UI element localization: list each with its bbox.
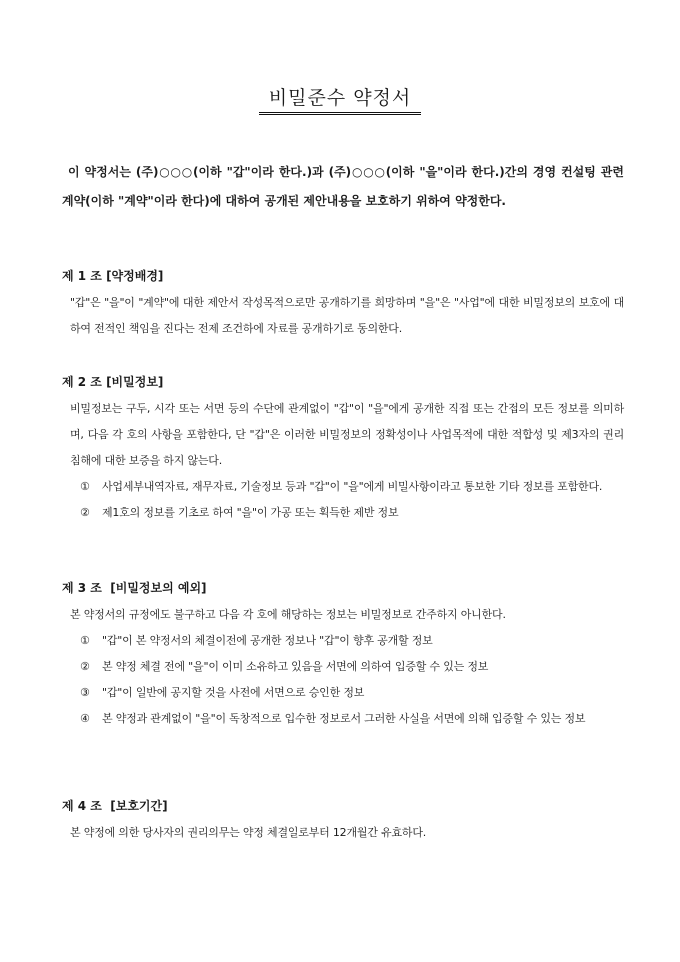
item-number: ③	[80, 686, 90, 699]
article-2	[62, 372, 624, 526]
list-item	[62, 706, 624, 732]
document-title	[0, 86, 680, 110]
item-number: ②	[80, 660, 90, 673]
list-item	[62, 474, 624, 500]
item-number: ①	[80, 480, 90, 493]
item-text: "갑"이 일반에 공지할 것을 사전에 서면으로 승인한 정보	[102, 686, 365, 699]
item-number: ②	[80, 506, 90, 519]
document-title-text: 비밀준수 약정서	[259, 87, 422, 115]
list-item	[62, 500, 624, 526]
item-number: ④	[80, 712, 90, 725]
article-body: 본 약정서의 규정에도 불구하고 다음 각 호에 해당하는 정보는 비밀정보로 간주하지 아니한다.	[70, 608, 506, 621]
article-3	[62, 578, 624, 732]
article-1	[62, 266, 624, 342]
list-item	[62, 628, 624, 654]
list-item	[62, 680, 624, 706]
item-number: ①	[80, 634, 90, 647]
article-body: 비밀정보는 구두, 시각 또는 서면 등의 수단에 관계없이 "갑"이 "을"에게 공개한 직접 또는 간접의 모든 정보를 의미하며, 다음 각 호의 사항을 포함한다, 단 "갑"은 이러한 비밀정보의 정확성이나 사업목적에 대한 적합성 및 제3자의 권리침해에 대한 보증을 하지 않는다.	[70, 402, 624, 467]
article-heading: 제 3 조 [비밀정보의 예외]	[62, 581, 207, 595]
item-text: "갑"이 본 약정서의 체결이전에 공개한 정보나 "갑"이 향후 공개할 정보	[102, 634, 433, 647]
intro-paragraph: 이 약정서는 (주)○○○(이하 "갑"이라 한다.)과 (주)○○○(이하 "을"이라 한다.)간의 경영 컨설팅 관련 계약(이하 "계약"이라 한다)에 대하여 공개된 제안내용을 보호하기 위하여 약정한다.	[62, 165, 629, 208]
article-heading: 제 2 조 [비밀정보]	[62, 375, 164, 389]
item-text: 제1호의 정보를 기초로 하여 "을"이 가공 또는 획득한 제반 정보	[102, 506, 399, 519]
article-heading: 제 1 조 [약정배경]	[62, 269, 164, 283]
article-4	[62, 796, 624, 846]
article-body: "갑"은 "을"이 "계약"에 대한 제안서 작성목적으로만 공개하기를 희망하며 "을"은 "사업"에 대한 비밀정보의 보호에 대하여 전적인 책임을 진다는 전제 조건하에 자료를 공개하기로 동의한다.	[70, 296, 624, 335]
list-item	[62, 654, 624, 680]
item-text: 사업세부내역자료, 재무자료, 기술정보 등과 "갑"이 "을"에게 비밀사항이라고 통보한 기타 정보를 포함한다.	[102, 480, 603, 493]
article-heading: 제 4 조 [보호기간]	[62, 799, 168, 813]
article-body: 본 약정에 의한 당사자의 권리의무는 약정 체결일로부터 12개월간 유효하다.	[70, 826, 427, 839]
item-text: 본 약정 체결 전에 "을"이 이미 소유하고 있음을 서면에 의하여 입증할 수 있는 정보	[102, 660, 489, 673]
item-text: 본 약정과 관계없이 "을"이 독창적으로 입수한 정보로서 그러한 사실을 서면에 의해 입증할 수 있는 정보	[102, 712, 586, 725]
